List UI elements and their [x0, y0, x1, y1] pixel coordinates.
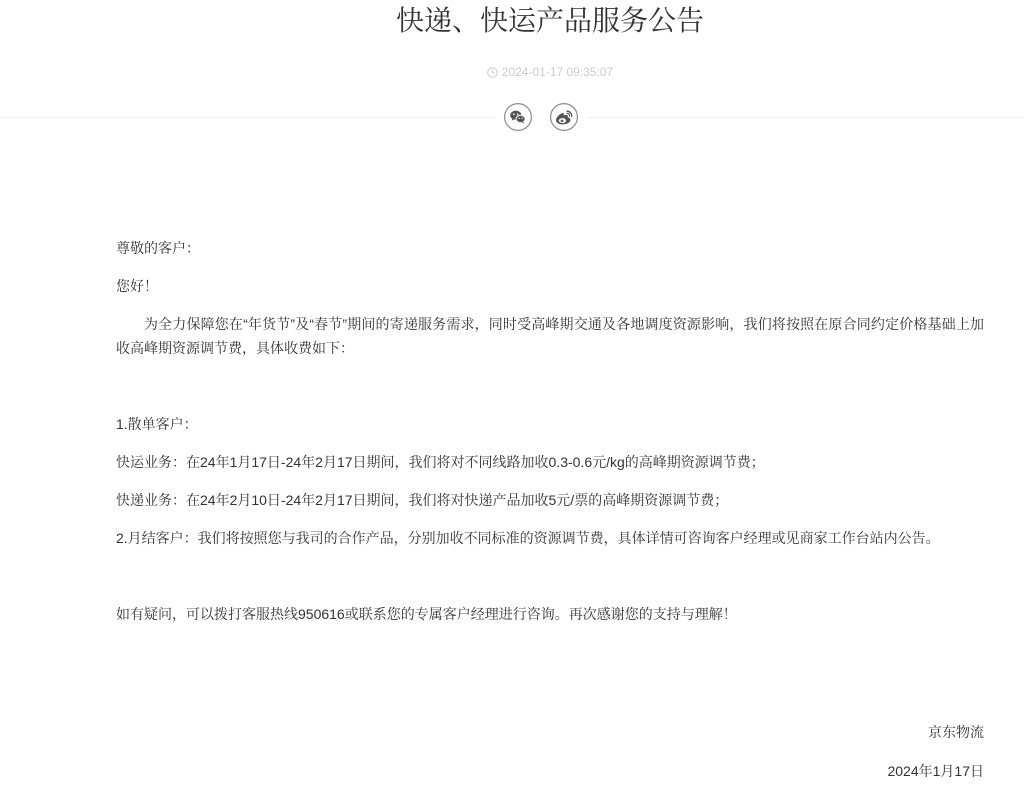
signature-org: 京东物流: [928, 724, 984, 740]
section2-paragraph: 2.月结客户：我们将按照您与我司的合作产品，分别加收不同标准的资源调节费，具体详情可咨询客户经理或见商家工作台站内公告。: [116, 530, 940, 546]
share-wechat-button[interactable]: [504, 103, 532, 131]
publish-meta: [116, 62, 984, 82]
article-body: [116, 236, 984, 640]
signature-block: [116, 720, 984, 794]
publish-time: 2024-01-17 09:35:07: [501, 65, 614, 79]
signature-date: 2024年1月17日: [887, 763, 984, 779]
page-title: 快递、快运产品服务公告: [395, 5, 704, 36]
section1-item-express: 快递业务：在24年2月10日-24年2月17日期间，我们将对快递产品加收5元/票的高峰期资源调节费；: [116, 492, 729, 508]
share-bar: [494, 103, 588, 131]
closing-paragraph: 如有疑问，可以拨打客服热线950616或联系您的专属客户经理进行咨询。再次感谢您的支持与理解！: [116, 606, 737, 622]
greeting: 您好！: [116, 278, 158, 294]
intro-paragraph: 为全力保障您在“年货节”及“春节”期间的寄递服务需求，同时受高峰期交通及各地调度资源影响，我们将按照在原合同约定价格基础上加收高峰期资源调节费，具体收费如下：: [116, 316, 984, 356]
share-weibo-button[interactable]: [550, 103, 578, 131]
salutation: 尊敬的客户：: [116, 240, 200, 256]
section1-item-freight: 快运业务：在24年1月17日-24年2月17日期间，我们将对不同线路加收0.3-0.6元/kg的高峰期资源调节费；: [116, 454, 765, 470]
weibo-icon: [550, 103, 578, 131]
section1-heading: 1.散单客户：: [116, 416, 198, 432]
clock-icon: [487, 67, 498, 78]
wechat-icon: [504, 103, 532, 131]
